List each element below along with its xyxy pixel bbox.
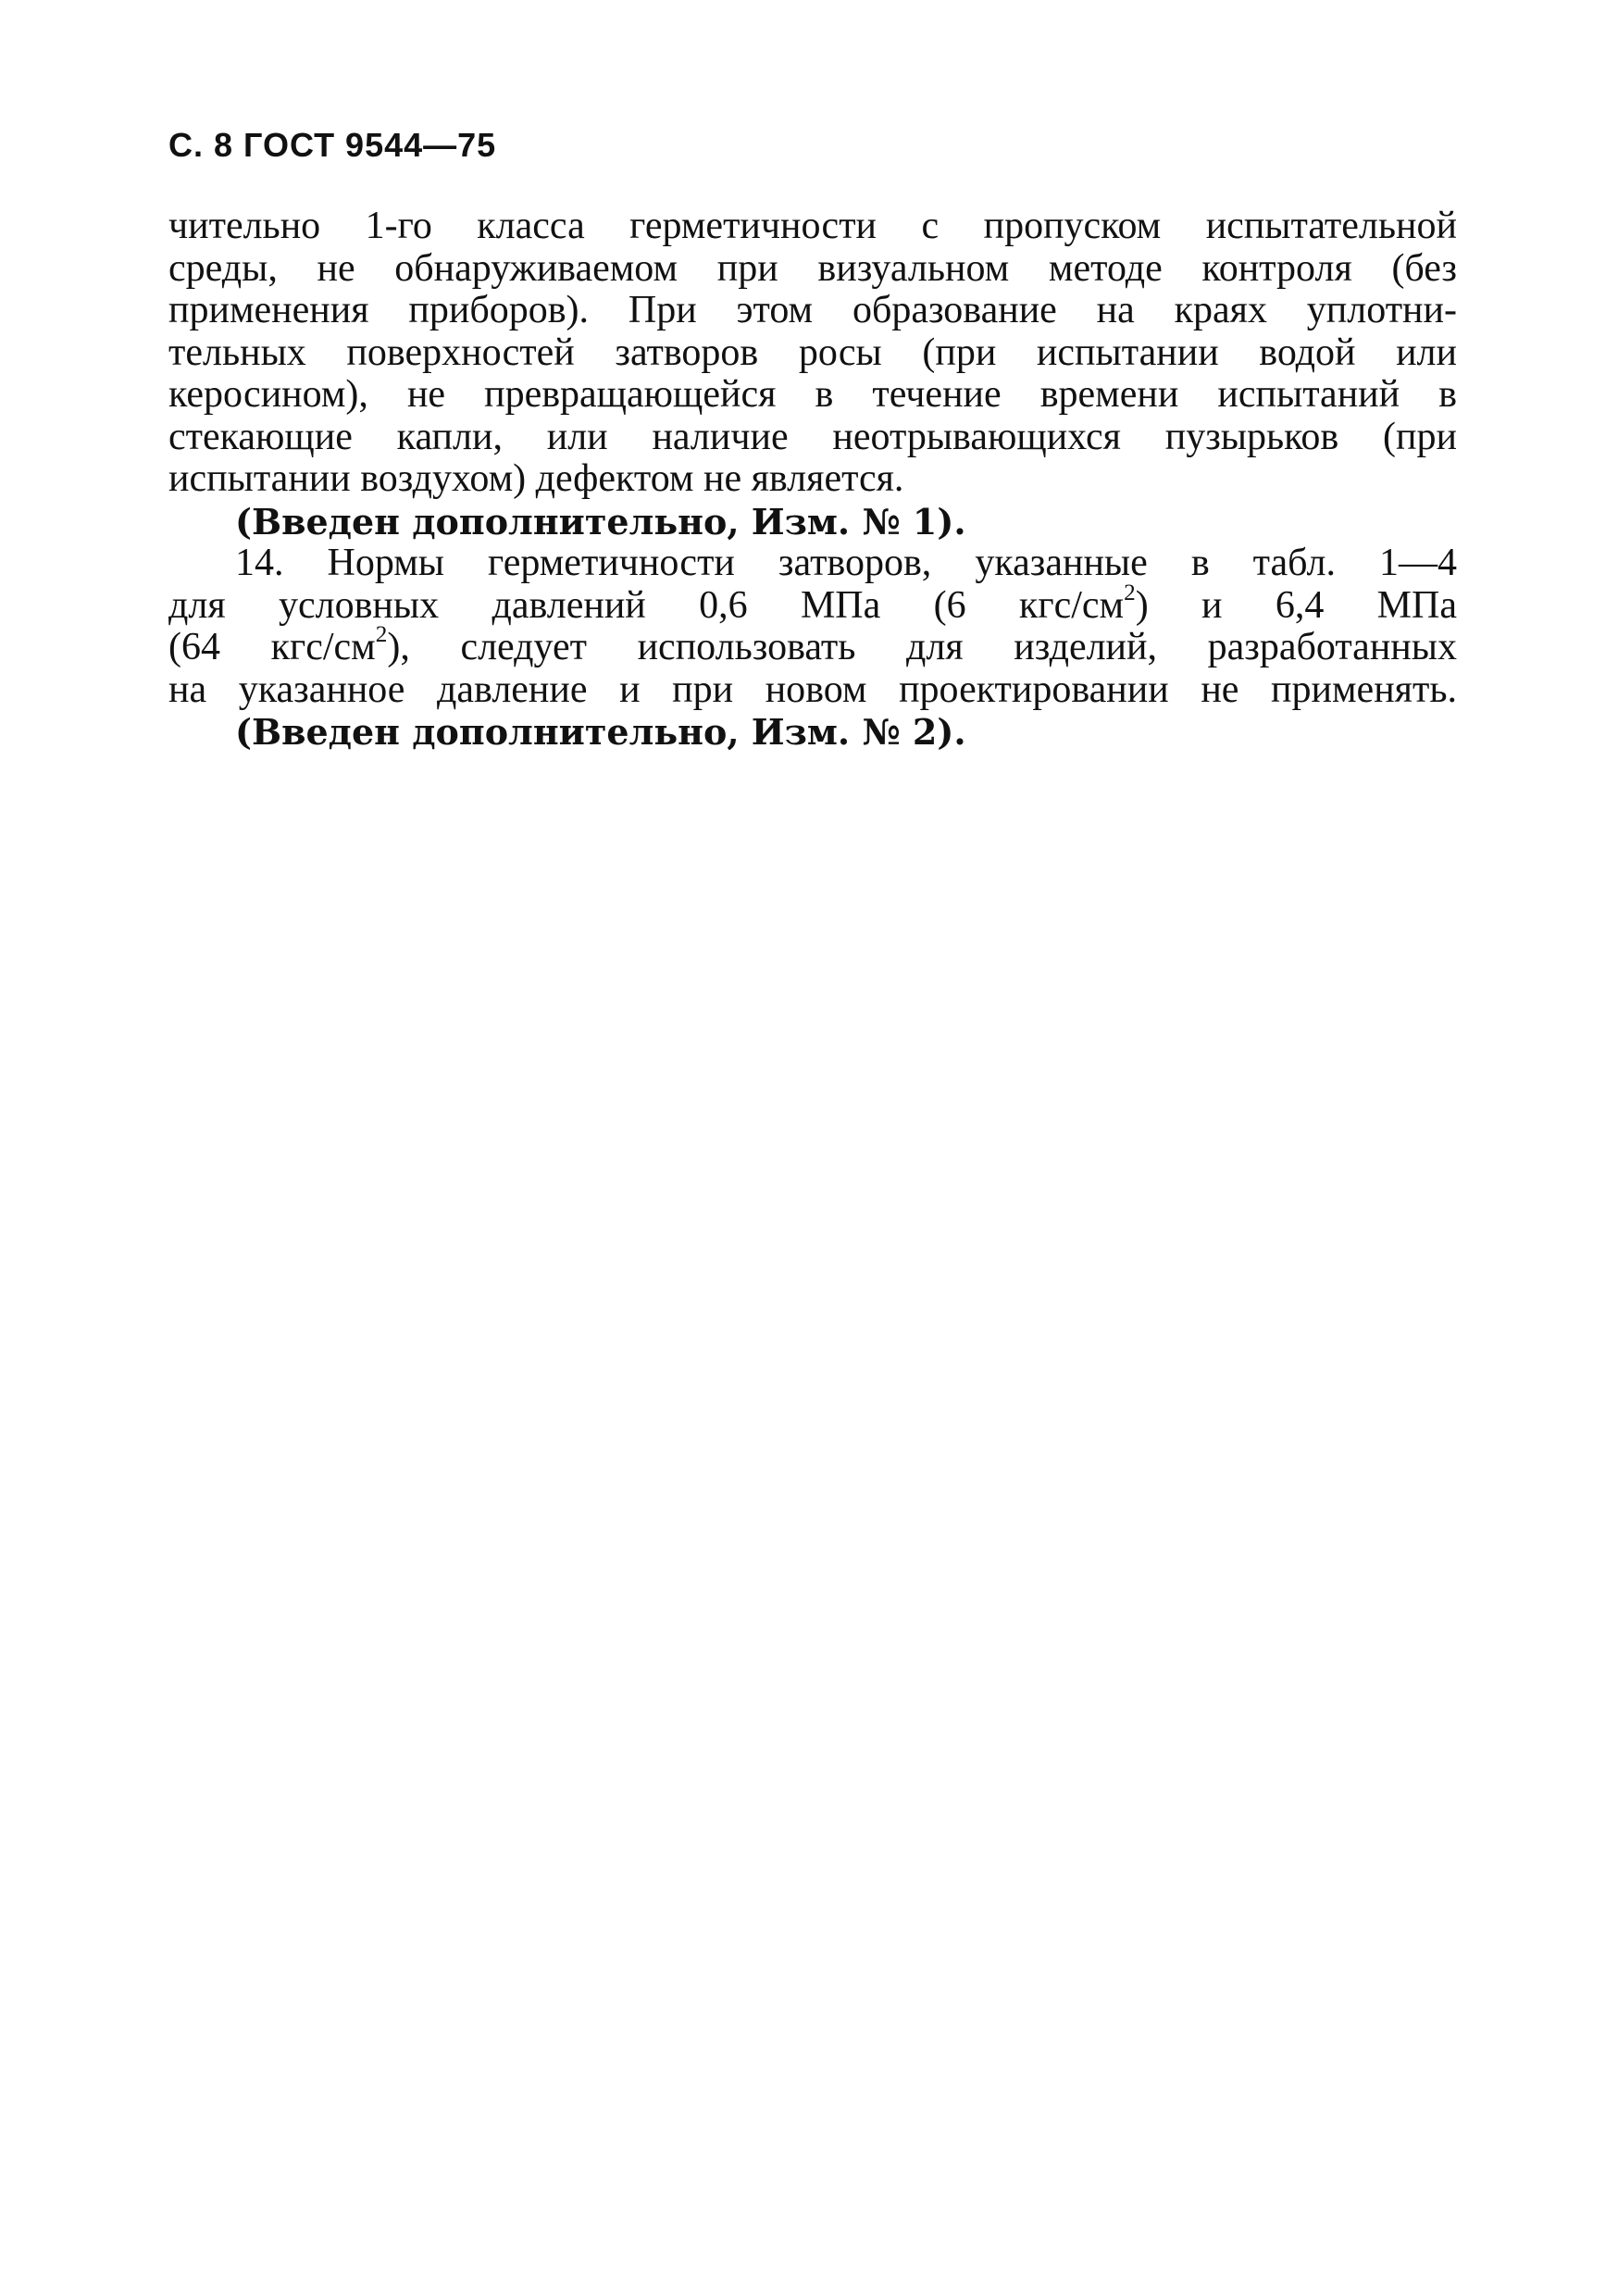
amendment-note-1: (Введен дополнительно, Изм. № 1). bbox=[235, 500, 966, 543]
clause-14-text: (64 кгс/см bbox=[168, 626, 376, 668]
clause-14-line bbox=[168, 580, 1458, 628]
superscript: 2 bbox=[375, 622, 388, 648]
clause-14-line: на указанное давление и при новом проектировании не применять. bbox=[168, 668, 1457, 711]
paragraph-1-line: испытании воздухом) дефектом не является. bbox=[168, 457, 904, 500]
page-header: С. 8 ГОСТ 9544—75 bbox=[168, 126, 497, 164]
paragraph-1-line: среды, не обнаруживаемом при визуальном методе контроля (без bbox=[168, 246, 1457, 290]
paragraph-1-line: чительно 1-го класса герметичности с пропуском испытательной bbox=[168, 205, 1457, 247]
clause-14-text: ) и 6,4 МПа bbox=[1135, 583, 1458, 627]
clause-14-line bbox=[168, 622, 1457, 669]
paragraph-1-line: стекающие капли, или наличие неотрывающихся пузырьков (при bbox=[168, 415, 1457, 458]
paragraph-1-line: применения приборов). При этом образование на краях уплотни- bbox=[168, 289, 1457, 331]
document-body bbox=[168, 206, 1457, 754]
clause-14-text: для условных давлений 0,6 МПа (6 кгс/см bbox=[168, 583, 1125, 627]
clause-14-line: 14. Нормы герметичности затворов, указанные в табл. 1—4 bbox=[235, 542, 1457, 584]
paragraph-1-line: керосином), не превращающейся в течение времени испытаний в bbox=[168, 373, 1457, 416]
superscript: 2 bbox=[1124, 580, 1136, 605]
amendment-note-2: (Введен дополнительно, Изм. № 2). bbox=[235, 711, 966, 753]
clause-14-text: ), следует использовать для изделий, разработанных bbox=[387, 626, 1457, 668]
paragraph-1-line: тельных поверхностей затворов росы (при испытании водой или bbox=[168, 331, 1457, 374]
